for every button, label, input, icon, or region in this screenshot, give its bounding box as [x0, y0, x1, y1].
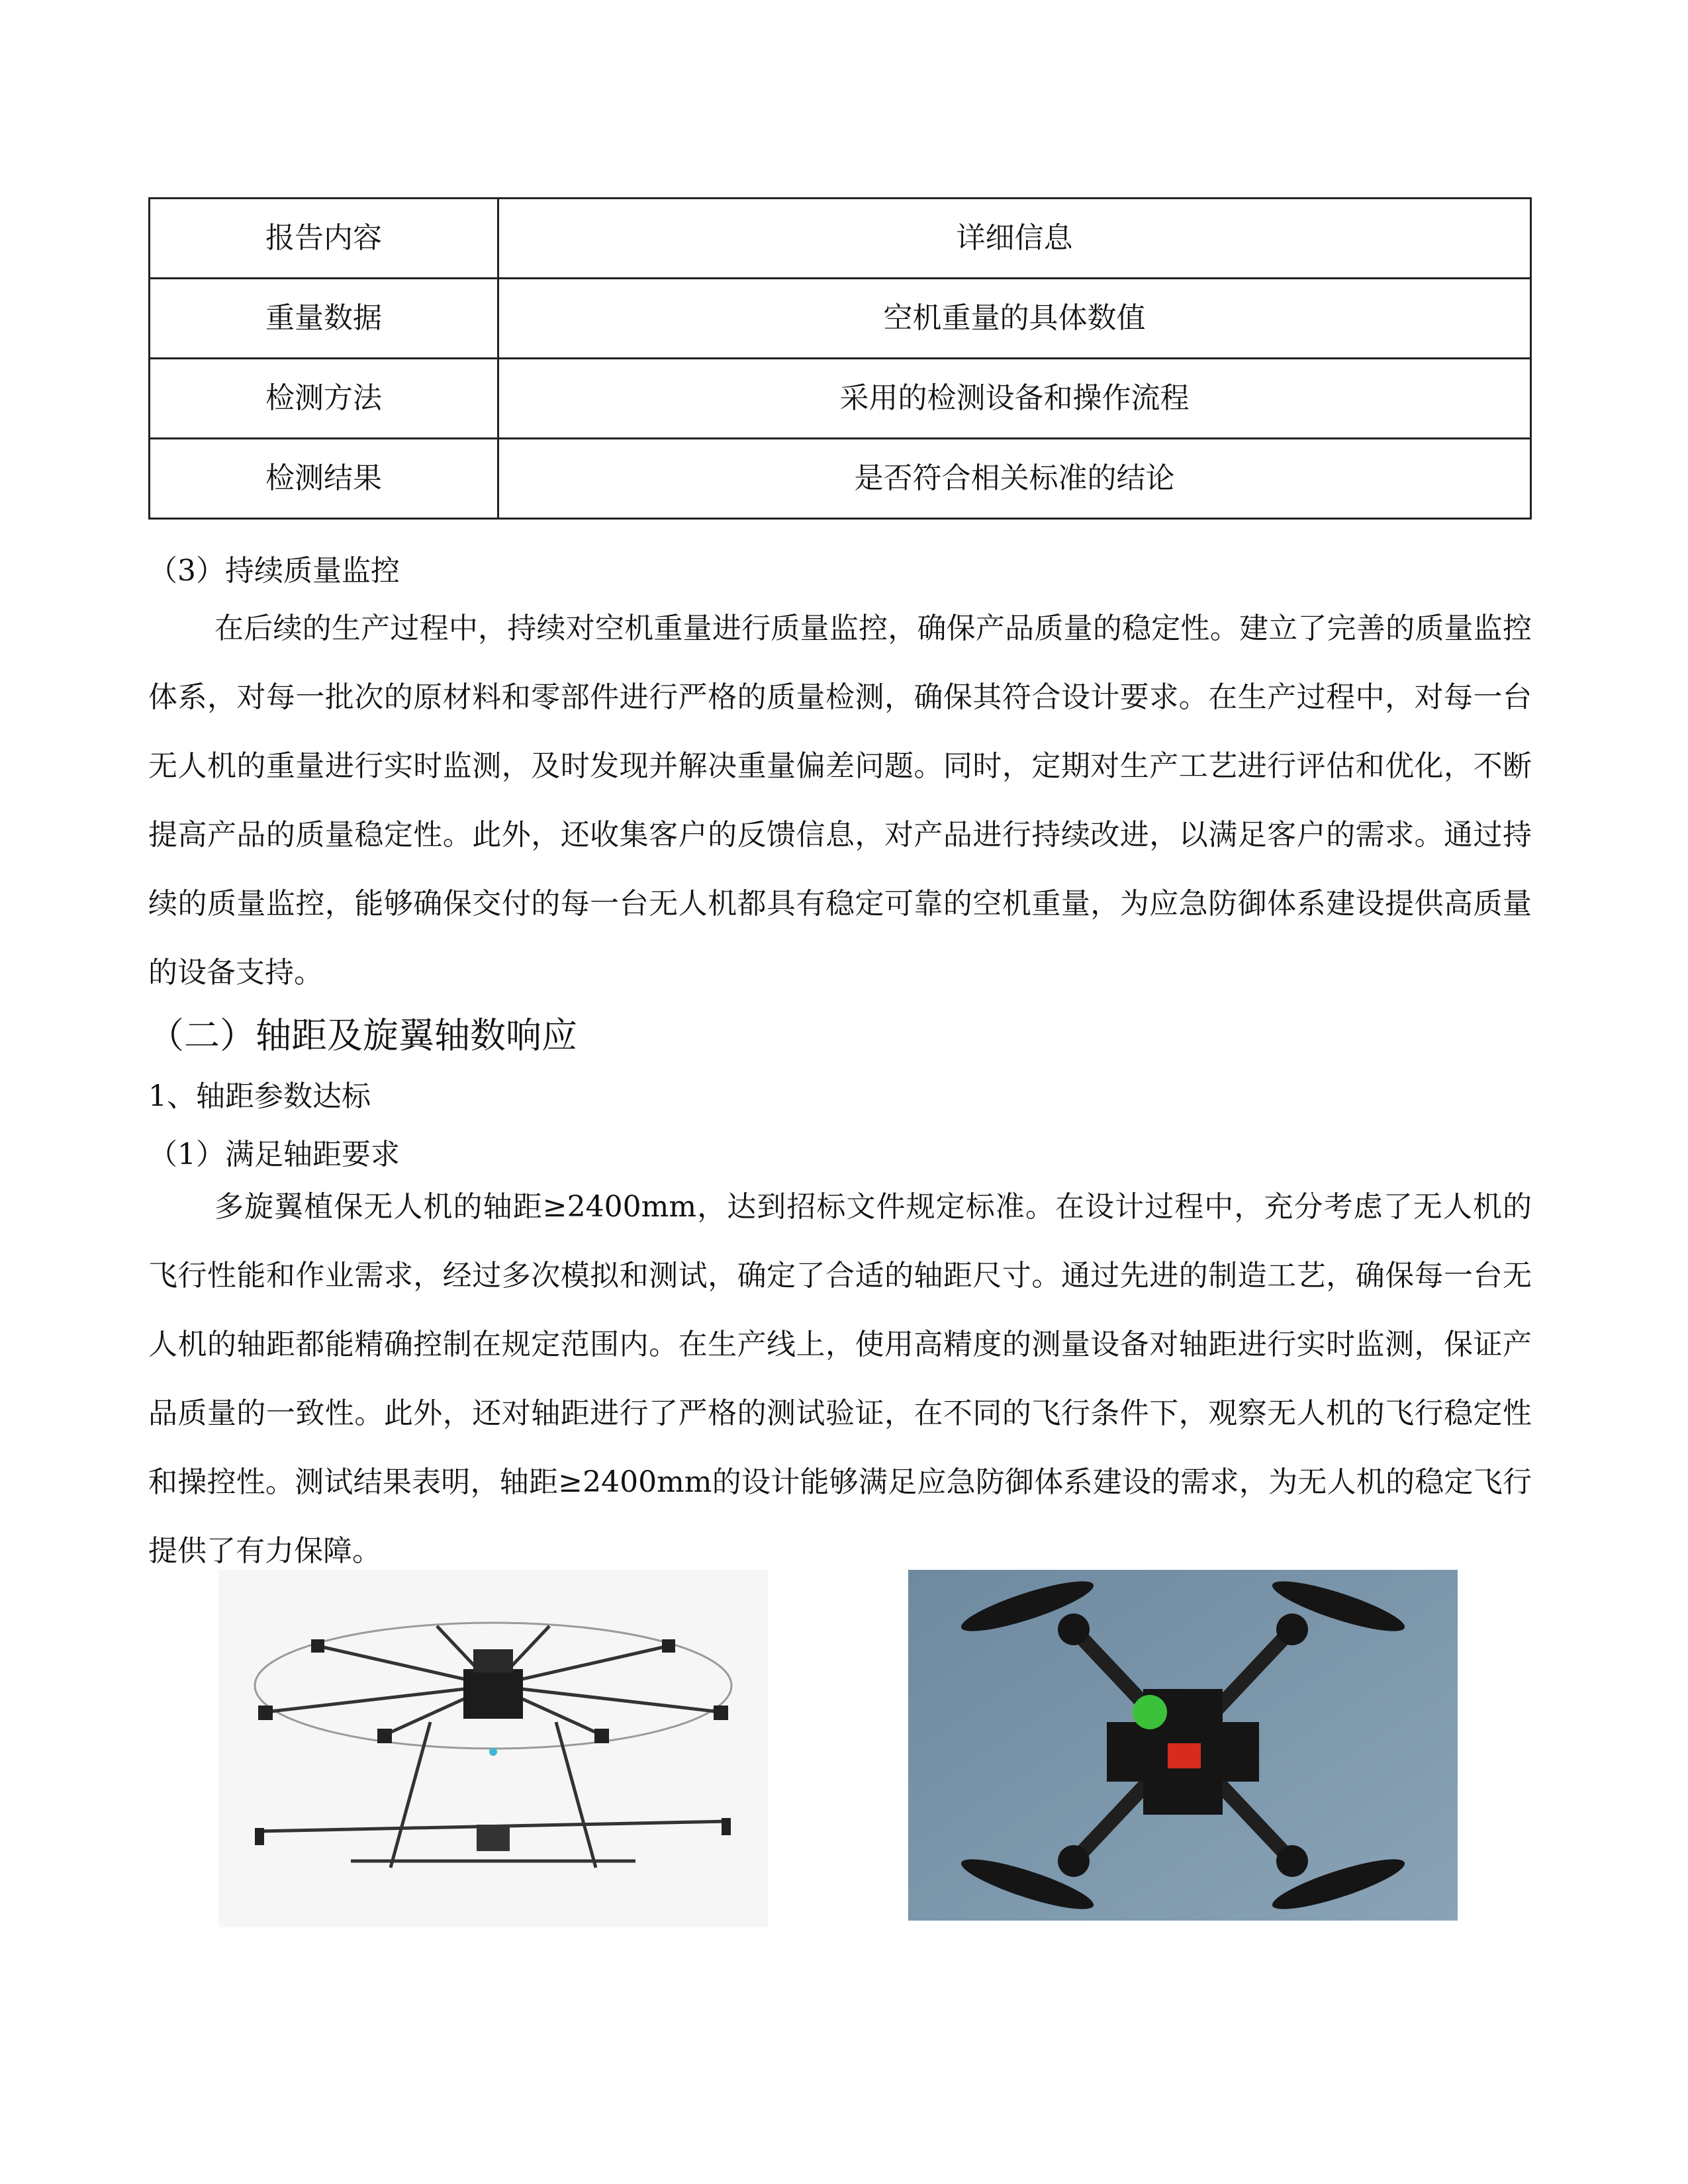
table-cell [150, 439, 498, 519]
table-header-row [150, 199, 1531, 279]
row-label: 检测结果 [265, 461, 382, 495]
table-cell [498, 199, 1531, 279]
table-cell [150, 359, 498, 439]
row-value: 是否符合相关标准的结论 [854, 461, 1175, 495]
row-label: 重量数据 [265, 301, 382, 335]
subheading: 1、轴距参数达标 [148, 1079, 371, 1113]
octocopter-image [218, 1570, 768, 1927]
table-cell [150, 199, 498, 279]
header-col1: 报告内容 [265, 221, 382, 255]
section-heading: （二）轴距及旋翼轴数响应 [148, 1015, 577, 1056]
table-row [150, 359, 1531, 439]
row-value: 采用的检测设备和操作流程 [839, 381, 1190, 415]
header-col2: 详细信息 [956, 221, 1073, 255]
quadcopter-image [908, 1570, 1458, 1921]
table-cell [498, 439, 1531, 519]
table-cell [498, 359, 1531, 439]
section1-paragraph: 多旋翼植保无人机的轴距≥2400mm，达到招标文件规定标准。在设计过程中，充分考虑了无人机的飞行性能和作业需求，经过多次模拟和测试，确定了合适的轴距尺寸。通过先进的制造工艺，确保每一台无人机的轴距都能精确控制在规定范围内。在生产线上，使用高精度的测量设备对轴距进行实时监测，保证产品质量的一致性。此外，还对轴距进行了严格的测试验证，在不同的飞行条件下，观察无人机的飞行稳定性和操控性。测试结果表明，轴距≥2400mm的设计能够满足应急防御体系建设的需求，为无人机的稳定飞行提供了有力保障。 [148, 1190, 1532, 1568]
section3-title: （3）持续质量监控 [148, 554, 400, 588]
table-row [150, 439, 1531, 519]
report-table [148, 197, 1532, 520]
section3-paragraph: 在后续的生产过程中，持续对空机重量进行质量监控，确保产品质量的稳定性。建立了完善的质量监控体系，对每一批次的原材料和零部件进行严格的质量检测，确保其符合设计要求。在生产过程中，对每一台无人机的重量进行实时监测，及时发现并解决重量偏差问题。同时，定期对生产工艺进行评估和优化，不断提高产品的质量稳定性。此外，还收集客户的反馈信息，对产品进行持续改进，以满足客户的需求。通过持续的质量监控，能够确保交付的每一台无人机都具有稳定可靠的空机重量，为应急防御体系建设提供高质量的设备支持。 [148, 612, 1532, 989]
section1-title: （1）满足轴距要求 [148, 1138, 400, 1171]
row-label: 检测方法 [265, 381, 382, 415]
table-cell [498, 279, 1531, 359]
table-cell [150, 279, 498, 359]
row-value: 空机重量的具体数值 [883, 301, 1146, 335]
table-row [150, 279, 1531, 359]
